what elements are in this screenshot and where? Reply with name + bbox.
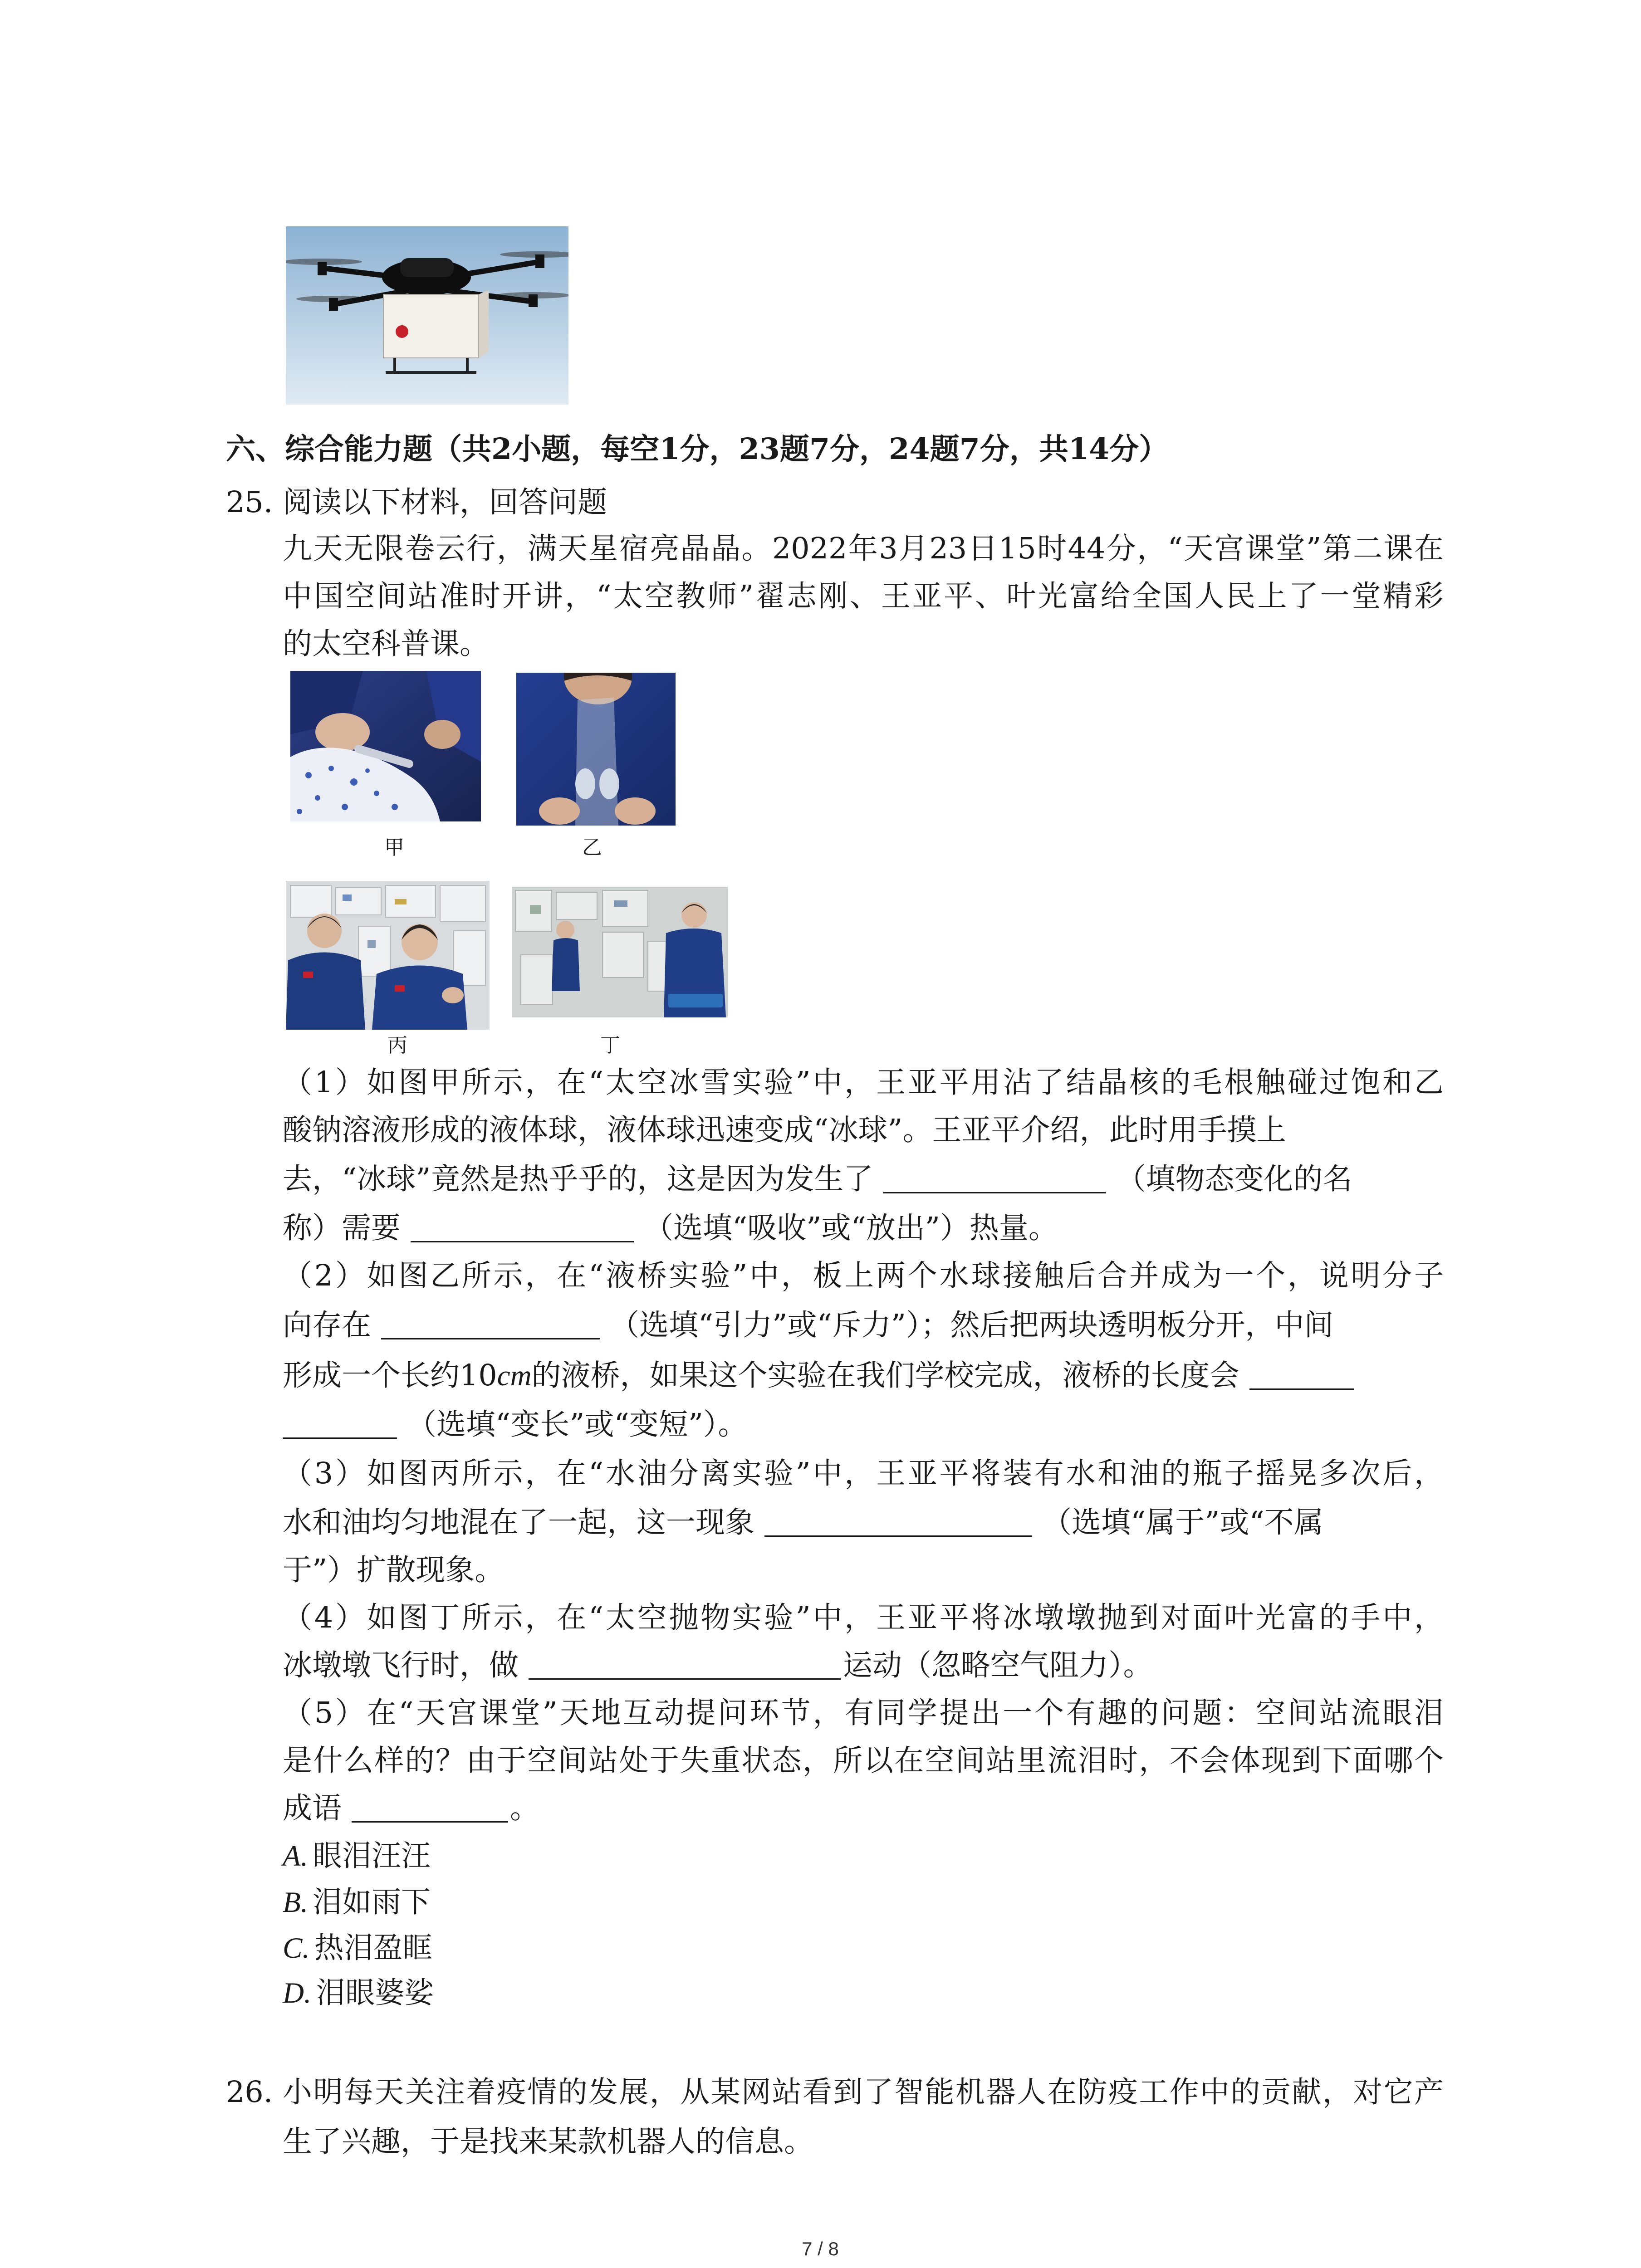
part-2-line: （2）如图乙所示，在“液桥实验”中，板上两个水球接触后合并成为一个，说明分子 — [283, 1259, 1444, 1293]
question-26-line: 小明每天关注着疫情的发展，从某网站看到了智能机器人在防疫工作中的贡献，对它产 — [283, 2075, 1444, 2109]
figure-jia-photo — [290, 671, 481, 821]
part-2-line — [283, 1307, 1333, 1344]
drone-photo — [286, 226, 568, 405]
material-line: 九天无限卷云行，满天星宿亮晶晶。2022年3月23日15时44分，“天宫课堂”第二课在 — [283, 532, 1444, 566]
option-text: 泪如雨下 — [312, 1885, 431, 1919]
figure-ding-photo — [512, 887, 728, 1017]
part-2-text: 的液桥，如果这个实验在我们学校完成，液桥的长度会 — [531, 1359, 1239, 1393]
option-letter: A. — [283, 1840, 308, 1872]
option-text: 泪眼婆娑 — [316, 1976, 434, 2010]
part-1-line: 酸钠溶液形成的液体球，液体球迅速变成“冰球”。王亚平介绍，此时用手摸上 — [283, 1113, 1286, 1147]
question-26-line: 生了兴趣，于是找来某款机器人的信息。 — [283, 2125, 814, 2159]
question-26-number: 26. — [226, 2075, 273, 2109]
part-5-text: 。 — [510, 1791, 540, 1825]
part-1-line: （1）如图甲所示，在“太空冰雪实验”中，王亚平用沾了结晶核的毛根触碰过饱和乙 — [283, 1066, 1444, 1100]
option-text: 眼泪汪汪 — [312, 1839, 431, 1873]
part-2-text: （选填“引力”或“斥力”）；然后把两块透明板分开，中间 — [610, 1308, 1334, 1342]
figure-yi-photo — [516, 673, 676, 826]
part-3-text: （选填“属于”或“不属 — [1042, 1505, 1323, 1540]
part-5-line: 是什么样的？由于空间站处于失重状态，所以在空间站里流泪时，不会体现到下面哪个 — [283, 1744, 1444, 1778]
part-4-line — [283, 1647, 1153, 1684]
part-1-text: 去，“冰球”竟然是热乎乎的，这是因为发生了 — [283, 1162, 873, 1196]
answer-blank — [411, 1241, 634, 1242]
figure-label-ding: 丁 — [600, 1034, 620, 1056]
material-line: 中国空间站准时开讲，“太空教师”翟志刚、王亚平、叶光富给全国人民上了一堂精彩 — [283, 579, 1444, 613]
question-25-prompt: 阅读以下材料，回答问题 — [283, 485, 607, 519]
answer-blank — [1249, 1388, 1354, 1390]
option-c — [283, 1930, 432, 1966]
answer-blank — [352, 1821, 508, 1823]
part-2-text: （选填“变长”或“变短”）。 — [407, 1408, 748, 1442]
part-3-line — [283, 1505, 1323, 1541]
part-2-line — [283, 1407, 747, 1443]
figure-label-bing: 丙 — [387, 1034, 407, 1056]
part-3-line: （3）如图丙所示，在“水油分离实验”中，王亚平将装有水和油的瓶子摇晃多次后， — [283, 1457, 1444, 1491]
part-4-text: 运动（忽略空气阻力）。 — [843, 1648, 1153, 1682]
part-5-line — [283, 1790, 539, 1827]
figure-bing-photo — [286, 881, 490, 1030]
part-1-text: （填物态变化的名 — [1116, 1162, 1352, 1196]
option-d — [283, 1975, 434, 2011]
part-3-text: 水和油均匀地混在了一起，这一现象 — [283, 1505, 755, 1540]
section-heading: 六、综合能力题（共2小题，每空1分，23题7分，24题7分，共14分） — [226, 432, 1169, 466]
part-5-line: （5）在“天宫课堂”天地互动提问环节，有同学提出一个有趣的问题：空间站流眼泪 — [283, 1696, 1444, 1730]
answer-blank — [529, 1678, 841, 1680]
part-5-text: 成语 — [283, 1791, 342, 1825]
part-1-line — [283, 1161, 1352, 1198]
answer-blank — [381, 1338, 600, 1339]
part-1-line — [283, 1210, 1058, 1246]
option-text: 热泪盈眶 — [314, 1931, 432, 1965]
option-a — [283, 1838, 431, 1874]
option-letter: D. — [283, 1977, 312, 2009]
material-line: 的太空科普课。 — [283, 627, 490, 661]
option-letter: B. — [283, 1886, 308, 1919]
unit-cm: cm — [497, 1359, 532, 1392]
part-2-text: 形成一个长约10 — [283, 1359, 497, 1393]
answer-blank — [764, 1535, 1032, 1537]
answer-blank — [883, 1192, 1106, 1193]
part-1-text: （选填“吸收”或“放出”）热量。 — [644, 1211, 1058, 1245]
page-number: 7 / 8 — [802, 2238, 839, 2259]
part-4-line: （4）如图丁所示，在“太空抛物实验”中，王亚平将冰墩墩抛到对面叶光富的手中， — [283, 1601, 1444, 1635]
part-4-text: 冰墩墩飞行时，做 — [283, 1648, 519, 1682]
figure-label-jia: 甲 — [384, 836, 404, 859]
figure-label-yi: 乙 — [582, 836, 602, 859]
option-b — [283, 1884, 431, 1921]
part-1-text: 称）需要 — [283, 1211, 401, 1245]
part-3-line: 于”）扩散现象。 — [283, 1553, 505, 1587]
question-25-number: 25. — [226, 485, 273, 519]
part-2-line — [283, 1358, 1354, 1394]
answer-blank — [283, 1437, 397, 1439]
option-letter: C. — [283, 1932, 310, 1965]
part-2-text: 向存在 — [283, 1308, 372, 1342]
